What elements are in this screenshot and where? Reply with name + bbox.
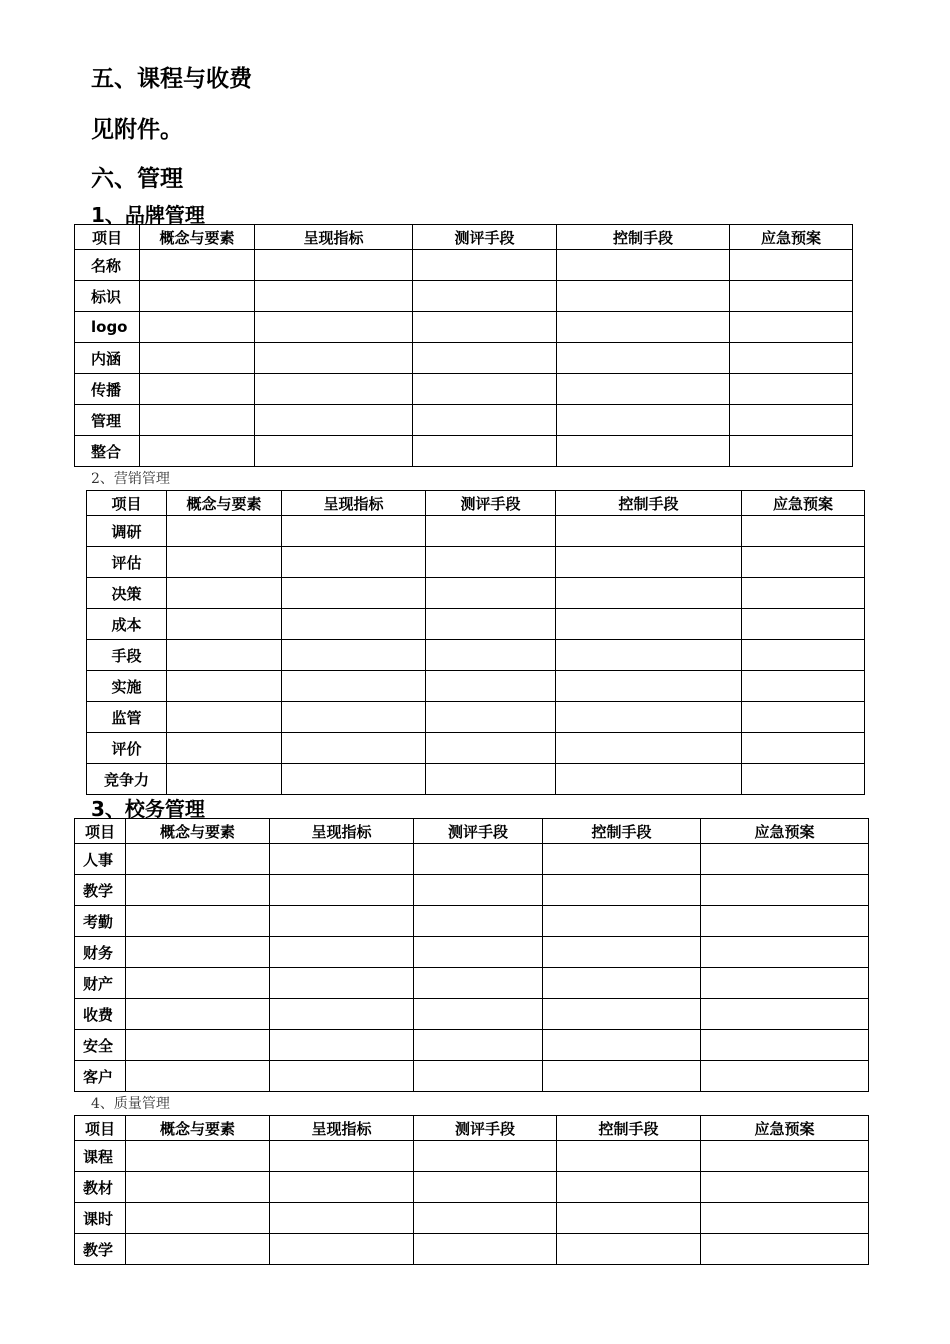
empty-cell: [270, 1172, 414, 1203]
empty-cell: [413, 250, 557, 281]
empty-cell: [557, 1172, 701, 1203]
empty-cell: [556, 764, 742, 795]
empty-cell: [255, 343, 413, 374]
empty-cell: [126, 999, 270, 1030]
empty-cell: [701, 1061, 869, 1092]
empty-cell: [730, 405, 853, 436]
table-row: [75, 343, 853, 374]
empty-cell: [255, 405, 413, 436]
table-row: [87, 516, 865, 547]
row-label: 教学: [75, 1234, 126, 1265]
empty-cell: [426, 516, 556, 547]
table-row: [75, 281, 853, 312]
row-label: 人事: [75, 844, 126, 875]
row-label: 决策: [87, 578, 167, 609]
empty-cell: [426, 640, 556, 671]
empty-cell: [255, 436, 413, 467]
empty-cell: [742, 640, 865, 671]
empty-cell: [557, 374, 730, 405]
empty-cell: [140, 312, 255, 343]
row-label: 财产: [75, 968, 126, 999]
empty-cell: [255, 250, 413, 281]
empty-cell: [543, 1061, 701, 1092]
empty-cell: [167, 547, 282, 578]
table-row: [75, 1061, 869, 1092]
heading-section6: 六、管理: [91, 166, 183, 192]
column-header: 概念与要素: [167, 491, 282, 516]
empty-cell: [543, 999, 701, 1030]
heading-attachment: 见附件。: [91, 117, 183, 143]
empty-cell: [126, 937, 270, 968]
empty-cell: [282, 640, 426, 671]
empty-cell: [414, 1234, 557, 1265]
empty-cell: [742, 578, 865, 609]
empty-cell: [730, 250, 853, 281]
table-row: [75, 436, 853, 467]
row-label: 调研: [87, 516, 167, 547]
empty-cell: [414, 999, 543, 1030]
empty-cell: [126, 1234, 270, 1265]
empty-cell: [426, 702, 556, 733]
empty-cell: [426, 764, 556, 795]
table-row: [75, 999, 869, 1030]
column-header: 测评手段: [414, 1116, 557, 1141]
empty-cell: [556, 640, 742, 671]
column-header: 控制手段: [557, 225, 730, 250]
empty-cell: [270, 1061, 414, 1092]
column-header: 概念与要素: [140, 225, 255, 250]
empty-cell: [556, 609, 742, 640]
table-row: [87, 671, 865, 702]
table-row: [87, 609, 865, 640]
empty-cell: [557, 1203, 701, 1234]
empty-cell: [413, 312, 557, 343]
heading-section5: 五、课程与收费: [91, 66, 252, 92]
empty-cell: [730, 312, 853, 343]
empty-cell: [270, 844, 414, 875]
empty-cell: [701, 1203, 869, 1234]
column-header: 呈现指标: [270, 819, 414, 844]
empty-cell: [270, 906, 414, 937]
empty-cell: [414, 906, 543, 937]
empty-cell: [167, 702, 282, 733]
empty-cell: [742, 702, 865, 733]
empty-cell: [282, 702, 426, 733]
empty-cell: [126, 844, 270, 875]
empty-cell: [742, 547, 865, 578]
empty-cell: [701, 1234, 869, 1265]
empty-cell: [414, 1030, 543, 1061]
column-header: 项目: [75, 1116, 126, 1141]
table-title: 4、质量管理: [91, 1096, 170, 1112]
empty-cell: [426, 547, 556, 578]
empty-cell: [140, 343, 255, 374]
empty-cell: [126, 875, 270, 906]
empty-cell: [167, 640, 282, 671]
empty-cell: [556, 578, 742, 609]
empty-cell: [543, 844, 701, 875]
empty-cell: [426, 578, 556, 609]
table-row: [75, 1141, 869, 1172]
empty-cell: [126, 968, 270, 999]
table-row: [87, 733, 865, 764]
empty-cell: [730, 436, 853, 467]
column-header: 项目: [75, 819, 126, 844]
empty-cell: [426, 671, 556, 702]
column-header: 呈现指标: [282, 491, 426, 516]
row-label: 标识: [75, 281, 140, 312]
empty-cell: [282, 516, 426, 547]
empty-cell: [270, 1234, 414, 1265]
empty-cell: [730, 343, 853, 374]
empty-cell: [556, 671, 742, 702]
table-row: [87, 764, 865, 795]
row-label: 管理: [75, 405, 140, 436]
column-header: 控制手段: [557, 1116, 701, 1141]
empty-cell: [413, 281, 557, 312]
column-header: 应急预案: [730, 225, 853, 250]
quality-management-table: [74, 1115, 869, 1265]
marketing-management-table: [86, 490, 865, 795]
empty-cell: [126, 1141, 270, 1172]
table-row: [87, 640, 865, 671]
empty-cell: [701, 999, 869, 1030]
empty-cell: [556, 733, 742, 764]
empty-cell: [270, 968, 414, 999]
table-row: [75, 937, 869, 968]
table-row: [75, 250, 853, 281]
row-label: 手段: [87, 640, 167, 671]
empty-cell: [557, 343, 730, 374]
column-header: 测评手段: [414, 819, 543, 844]
empty-cell: [126, 1172, 270, 1203]
empty-cell: [556, 702, 742, 733]
row-label: 竞争力: [87, 764, 167, 795]
empty-cell: [167, 609, 282, 640]
table-row: [75, 844, 869, 875]
row-label: 教材: [75, 1172, 126, 1203]
empty-cell: [270, 1141, 414, 1172]
table-title: 2、营销管理: [91, 471, 170, 487]
empty-cell: [413, 405, 557, 436]
empty-cell: [270, 937, 414, 968]
table-header-row: [75, 225, 853, 250]
empty-cell: [701, 875, 869, 906]
empty-cell: [282, 578, 426, 609]
empty-cell: [543, 875, 701, 906]
empty-cell: [414, 1172, 557, 1203]
empty-cell: [701, 906, 869, 937]
empty-cell: [414, 844, 543, 875]
empty-cell: [255, 312, 413, 343]
row-label: 内涵: [75, 343, 140, 374]
column-header: 项目: [87, 491, 167, 516]
empty-cell: [742, 764, 865, 795]
row-label: 评价: [87, 733, 167, 764]
empty-cell: [413, 374, 557, 405]
empty-cell: [126, 906, 270, 937]
empty-cell: [140, 374, 255, 405]
row-label: 监管: [87, 702, 167, 733]
empty-cell: [556, 547, 742, 578]
empty-cell: [126, 1203, 270, 1234]
row-label: 传播: [75, 374, 140, 405]
row-label: 课程: [75, 1141, 126, 1172]
empty-cell: [557, 405, 730, 436]
empty-cell: [701, 1141, 869, 1172]
column-header: 测评手段: [413, 225, 557, 250]
empty-cell: [414, 1203, 557, 1234]
brand-management-table: [74, 224, 853, 467]
empty-cell: [414, 1141, 557, 1172]
empty-cell: [126, 1061, 270, 1092]
empty-cell: [270, 999, 414, 1030]
empty-cell: [742, 516, 865, 547]
empty-cell: [140, 281, 255, 312]
empty-cell: [701, 1030, 869, 1061]
table-header-row: [75, 1116, 869, 1141]
empty-cell: [255, 374, 413, 405]
empty-cell: [140, 405, 255, 436]
empty-cell: [414, 875, 543, 906]
empty-cell: [414, 937, 543, 968]
empty-cell: [167, 764, 282, 795]
column-header: 呈现指标: [270, 1116, 414, 1141]
row-label: 名称: [75, 250, 140, 281]
column-header: 呈现指标: [255, 225, 413, 250]
empty-cell: [426, 733, 556, 764]
empty-cell: [167, 733, 282, 764]
table-row: [87, 578, 865, 609]
empty-cell: [701, 968, 869, 999]
row-label: 课时: [75, 1203, 126, 1234]
table-row: [75, 1172, 869, 1203]
empty-cell: [557, 1234, 701, 1265]
table-title: 3、校务管理: [91, 797, 205, 821]
empty-cell: [282, 609, 426, 640]
table-row: [75, 1203, 869, 1234]
row-label: 客户: [75, 1061, 126, 1092]
table-row: [87, 547, 865, 578]
empty-cell: [140, 436, 255, 467]
empty-cell: [742, 671, 865, 702]
table-title: 1、品牌管理: [91, 203, 205, 227]
empty-cell: [543, 968, 701, 999]
empty-cell: [282, 733, 426, 764]
column-header: 项目: [75, 225, 140, 250]
table-header-row: [87, 491, 865, 516]
column-header: 测评手段: [426, 491, 556, 516]
empty-cell: [557, 250, 730, 281]
column-header: 控制手段: [556, 491, 742, 516]
column-header: 控制手段: [543, 819, 701, 844]
empty-cell: [414, 968, 543, 999]
empty-cell: [730, 281, 853, 312]
column-header: 概念与要素: [126, 1116, 270, 1141]
empty-cell: [556, 516, 742, 547]
table-row: [75, 312, 853, 343]
table-row: [75, 1234, 869, 1265]
table-row: [75, 374, 853, 405]
empty-cell: [413, 436, 557, 467]
empty-cell: [413, 343, 557, 374]
row-label: 成本: [87, 609, 167, 640]
empty-cell: [701, 937, 869, 968]
empty-cell: [270, 1030, 414, 1061]
row-label: 考勤: [75, 906, 126, 937]
row-label: 教学: [75, 875, 126, 906]
row-label: 收费: [75, 999, 126, 1030]
empty-cell: [557, 312, 730, 343]
empty-cell: [270, 875, 414, 906]
row-label: 整合: [75, 436, 140, 467]
empty-cell: [543, 1030, 701, 1061]
table-row: [75, 1030, 869, 1061]
empty-cell: [282, 764, 426, 795]
empty-cell: [140, 250, 255, 281]
empty-cell: [557, 436, 730, 467]
empty-cell: [167, 578, 282, 609]
empty-cell: [167, 516, 282, 547]
empty-cell: [701, 1172, 869, 1203]
row-label: 财务: [75, 937, 126, 968]
empty-cell: [255, 281, 413, 312]
empty-cell: [742, 609, 865, 640]
empty-cell: [557, 1141, 701, 1172]
table-header-row: [75, 819, 869, 844]
column-header: 应急预案: [701, 819, 869, 844]
column-header: 应急预案: [701, 1116, 869, 1141]
row-label: 实施: [87, 671, 167, 702]
column-header: 概念与要素: [126, 819, 270, 844]
empty-cell: [414, 1061, 543, 1092]
table-row: [87, 702, 865, 733]
empty-cell: [282, 547, 426, 578]
row-label: 评估: [87, 547, 167, 578]
empty-cell: [126, 1030, 270, 1061]
empty-cell: [543, 906, 701, 937]
empty-cell: [557, 281, 730, 312]
table-row: [75, 968, 869, 999]
empty-cell: [167, 671, 282, 702]
table-row: [75, 906, 869, 937]
table-row: [75, 875, 869, 906]
empty-cell: [701, 844, 869, 875]
empty-cell: [742, 733, 865, 764]
table-row: [75, 405, 853, 436]
row-label: logo: [75, 312, 140, 343]
empty-cell: [543, 937, 701, 968]
empty-cell: [282, 671, 426, 702]
column-header: 应急预案: [742, 491, 865, 516]
row-label: 安全: [75, 1030, 126, 1061]
empty-cell: [730, 374, 853, 405]
empty-cell: [426, 609, 556, 640]
school-affairs-table: [74, 818, 869, 1092]
empty-cell: [270, 1203, 414, 1234]
